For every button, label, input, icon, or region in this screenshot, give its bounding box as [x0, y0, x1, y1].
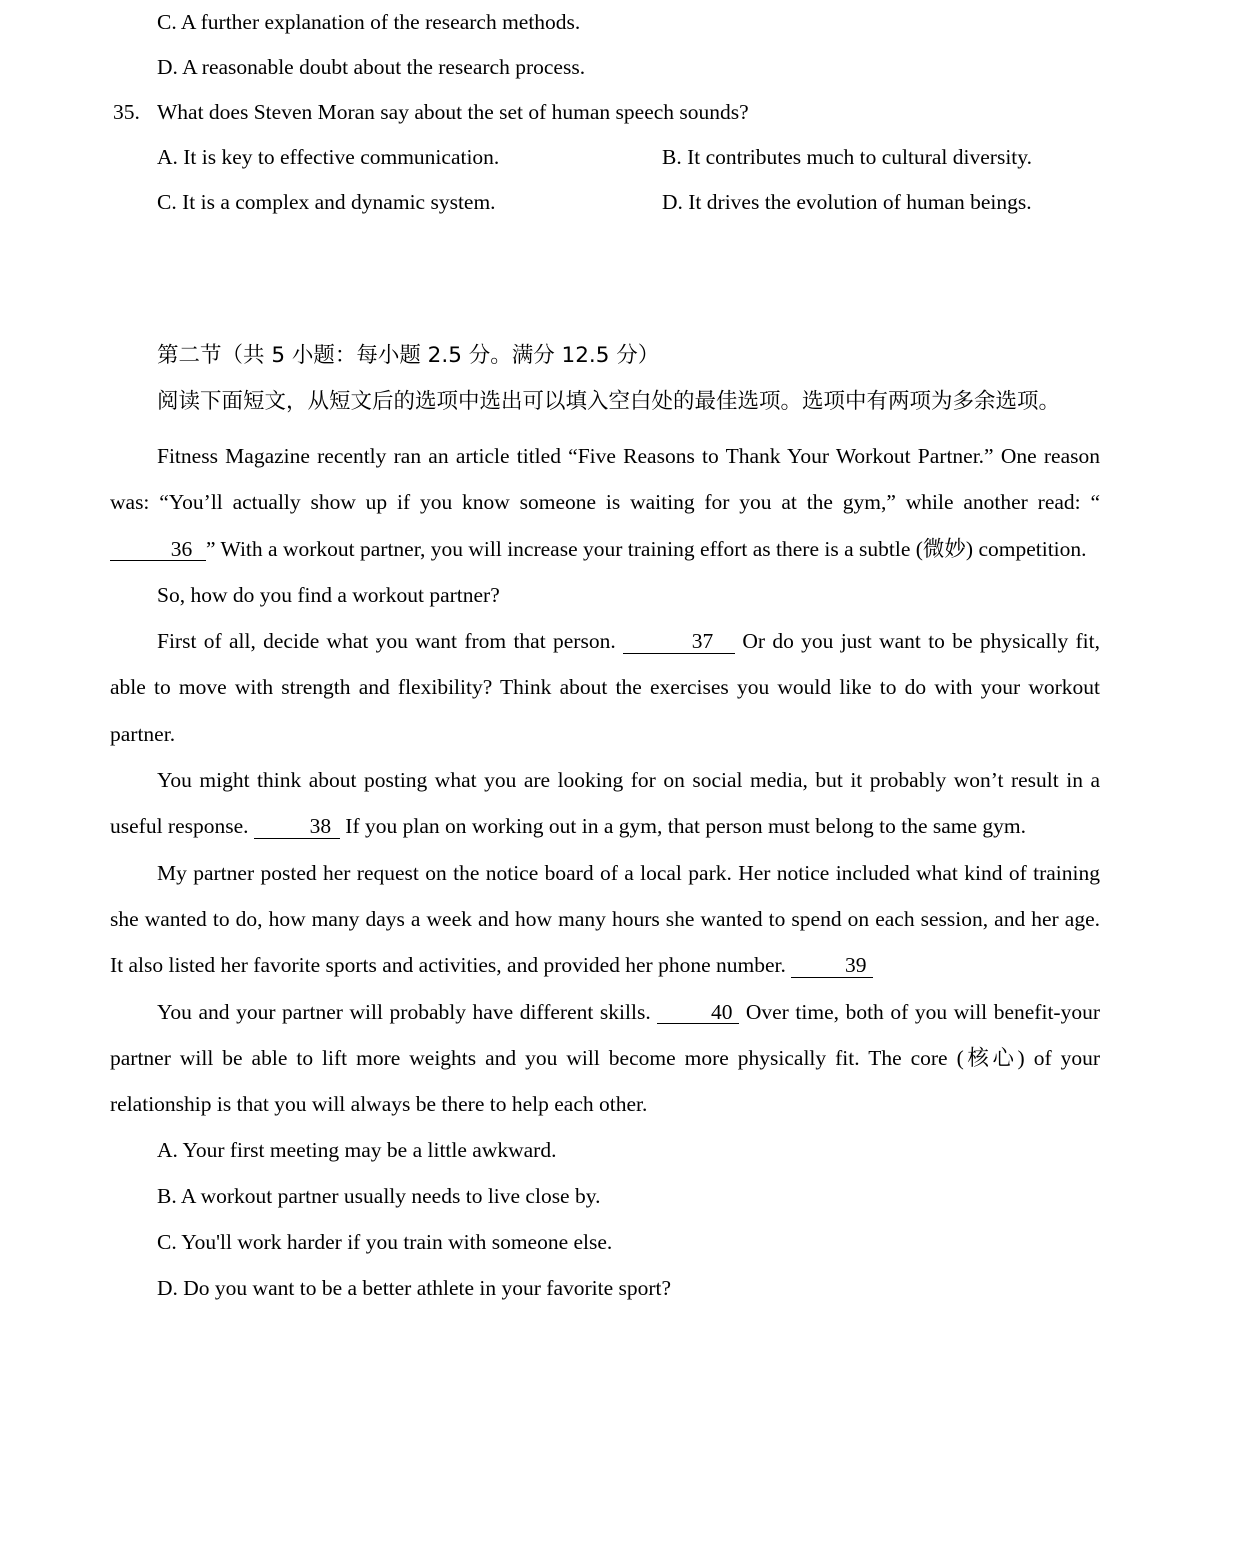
passage-text: ” With a workout partner, you will increase your training effort as there is a subtle (微妙) competition. — [206, 536, 1087, 561]
section-two-instruction: 阅读下面短文，从短文后的选项中选出可以填入空白处的最佳选项。选项中有两项为多余选项。 — [157, 389, 1061, 414]
passage-text: If you plan on working out in a gym, that person must belong to the same gym. — [339, 814, 1027, 839]
question-35-option-b[interactable]: B. It contributes much to cultural diversity. — [662, 145, 1033, 169]
question-35-option-c[interactable]: C. It is a complex and dynamic system. — [157, 190, 496, 214]
passage-text: Or do you just want to be physically fit, able to move with strength and flexibility? Think about the exercises you would like to do with your workout partner. — [110, 629, 1100, 746]
passage-text: My partner posted her request on the notice board of a local park. Her notice included what kind of training she wanted to do, how many days a week and how many hours she wanted to spend on each session, and her age. It also listed her favorite sports and activities, and provided her phone number. — [110, 860, 1100, 978]
passage-text: You might think about posting what you are looking for on social media, but it probably won’t result in a useful response. — [110, 768, 1100, 839]
intro-gap — [0, 425, 1242, 433]
section-gap — [0, 225, 1242, 333]
passage-text: Over time, both of you will benefit-your partner will be able to lift more weights and you will become more physically fit. The core (核心) of your relationship is that you will always be there to help each other. — [110, 999, 1100, 1117]
passage-text: You and your partner will probably have different skills. — [157, 999, 658, 1024]
carryover-option-d — [157, 45, 1242, 90]
passage-paragraph-6 — [110, 989, 1100, 1128]
question-35 — [113, 90, 1242, 135]
fill-in-blank-38[interactable]: 38 — [254, 815, 340, 839]
option-text: C. A further explanation of the research methods. — [157, 10, 581, 34]
passage-text: First of all, decide what you want from that person. — [157, 629, 624, 654]
carryover-option-c — [157, 0, 1242, 45]
fill-in-blank-39[interactable]: 39 — [791, 954, 873, 978]
question-35-option-d[interactable]: D. It drives the evolution of human beings. — [662, 190, 1032, 214]
passage-paragraph-3 — [110, 618, 1100, 757]
passage-paragraph-1 — [110, 433, 1100, 572]
option-text: D. A reasonable doubt about the research process. — [157, 55, 586, 79]
passage-paragraph-5 — [110, 850, 1100, 989]
answer-choice-d[interactable]: D. Do you want to be a better athlete in your favorite sport? — [157, 1276, 672, 1301]
question-stem: What does Steven Moran say about the set of human speech sounds? — [157, 100, 749, 124]
question-35-options-row-1 — [157, 135, 1242, 180]
answer-choice-a[interactable]: A. Your first meeting may be a little awkward. — [157, 1138, 557, 1163]
answer-choice-b[interactable]: B. A workout partner usually needs to live close by. — [157, 1184, 601, 1209]
fill-in-blank-40[interactable]: 40 — [657, 1001, 739, 1025]
fill-in-blank-37[interactable]: 37 — [623, 630, 735, 654]
section-two-heading: 第二节（共 5 小题：每小题 2.5 分。满分 12.5 分） — [157, 343, 660, 368]
question-number: 35. — [113, 100, 140, 124]
fill-in-blank-36[interactable]: 36 — [110, 538, 206, 562]
question-35-options-row-2 — [157, 180, 1242, 225]
question-35-option-a[interactable]: A. It is key to effective communication. — [157, 145, 500, 169]
passage-paragraph-2 — [110, 572, 1100, 618]
answer-choice-c[interactable]: C. You'll work harder if you train with someone else. — [157, 1230, 613, 1255]
passage-text: Fitness Magazine recently ran an article titled “Five Reasons to Thank Your Workout Partner.” One reason was: “You’ll actually show up if you know someone is waiting for you at the gym,” while another read: “ — [110, 444, 1100, 515]
passage-text: So, how do you find a workout partner? — [157, 582, 500, 607]
passage-paragraph-4 — [110, 757, 1100, 850]
